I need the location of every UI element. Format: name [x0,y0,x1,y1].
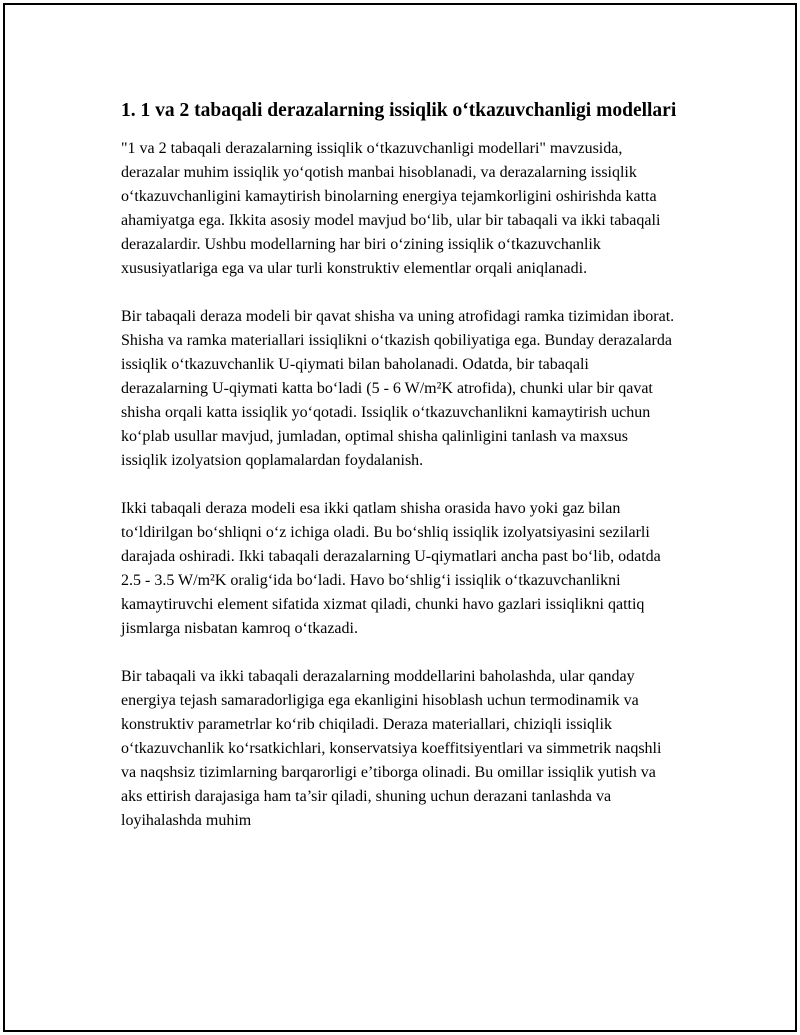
paragraph-intro: "1 va 2 tabaqali derazalarning issiqlik o‘tkazuvchanligi modellari" mavzusida, derazalar muhim issiqlik yo‘qotish manbai hisoblanadi, va derazalarning issiqlik o‘tkazuvchanligini kamaytirish binolarning energiya tejamkorligini oshirishda katta ahamiyatga ega. Ikkita asosiy model mavjud bo‘lib, ular bir tabaqali va ikki tabaqali derazalardir. Ushbu modellarning har biri o‘zining issiqlik o‘tkazuvchanlik xususiyatlariga ega va ular turli konstruktiv elementlar orqali aniqlanadi. [121,140,661,277]
document-title: 1. 1 va 2 tabaqali derazalarning issiqlik o‘tkazuvchanligi modellari [121,100,677,121]
paragraph-double-pane: Ikki tabaqali deraza modeli esa ikki qatlam shisha orasida havo yoki gaz bilan to‘ldirilgan bo‘shliqni o‘z ichiga oladi. Bu bo‘shliq issiqlik izolyatsiyasini sezilarli darajada oshiradi. Ikki tabaqali derazalarning U-qiymatlari ancha past bo‘lib, odatda 2.5 - 3.5 W/m²K oralig‘ida bo‘ladi. Havo bo‘shlig‘i issiqlik o‘tkazuvchanlikni kamaytiruvchi element sifatida xizmat qiladi, chunki havo gazlari issiqlikni qattiq jismlarga nisbatan kamroq o‘tkazadi. [121,500,661,637]
paragraph-evaluation: Bir tabaqali va ikki tabaqali derazalarning moddellarini baholashda, ular qanday energiya tejash samaradorligiga ega ekanligini hisoblash uchun termodinamik va konstruktiv parametrlar ko‘rib chiqiladi. Deraza materiallari, chiziqli issiqlik o‘tkazuvchanlik ko‘rsatkichlari, konservatsiya koeffitsiyentlari va simmetrik naqshli va naqshsiz tizimlarning barqarorligi e’tiborga olinadi. Bu omillar issiqlik yutish va aks ettirish darajasiga ham ta’sir qiladi, shuning uchun derazani tanlashda va loyihalashda muhim [121,668,662,829]
document-body [121,97,677,857]
page-frame [3,3,797,1032]
paragraph-single-pane: Bir tabaqali deraza modeli bir qavat shisha va uning atrofidagi ramka tizimidan iborat. Shisha va ramka materiallari issiqlikni o‘tkazish qobiliyatiga ega. Bunday derazalarda issiqlik o‘tkazuvchanlik U-qiymati bilan baholanadi. Odatda, bir tabaqali derazalarning U-qiymati katta bo‘ladi (5 - 6 W/m²K atrofida), chunki ular bir qavat shisha orqali katta issiqlik yo‘qotadi. Issiqlik o‘tkazuvchanlikni kamaytirish uchun ko‘plab usullar mavjud, jumladan, optimal shisha qalinligini tanlash va maxsus issiqlik izolyatsion qoplamalardan foydalanish. [121,308,675,469]
